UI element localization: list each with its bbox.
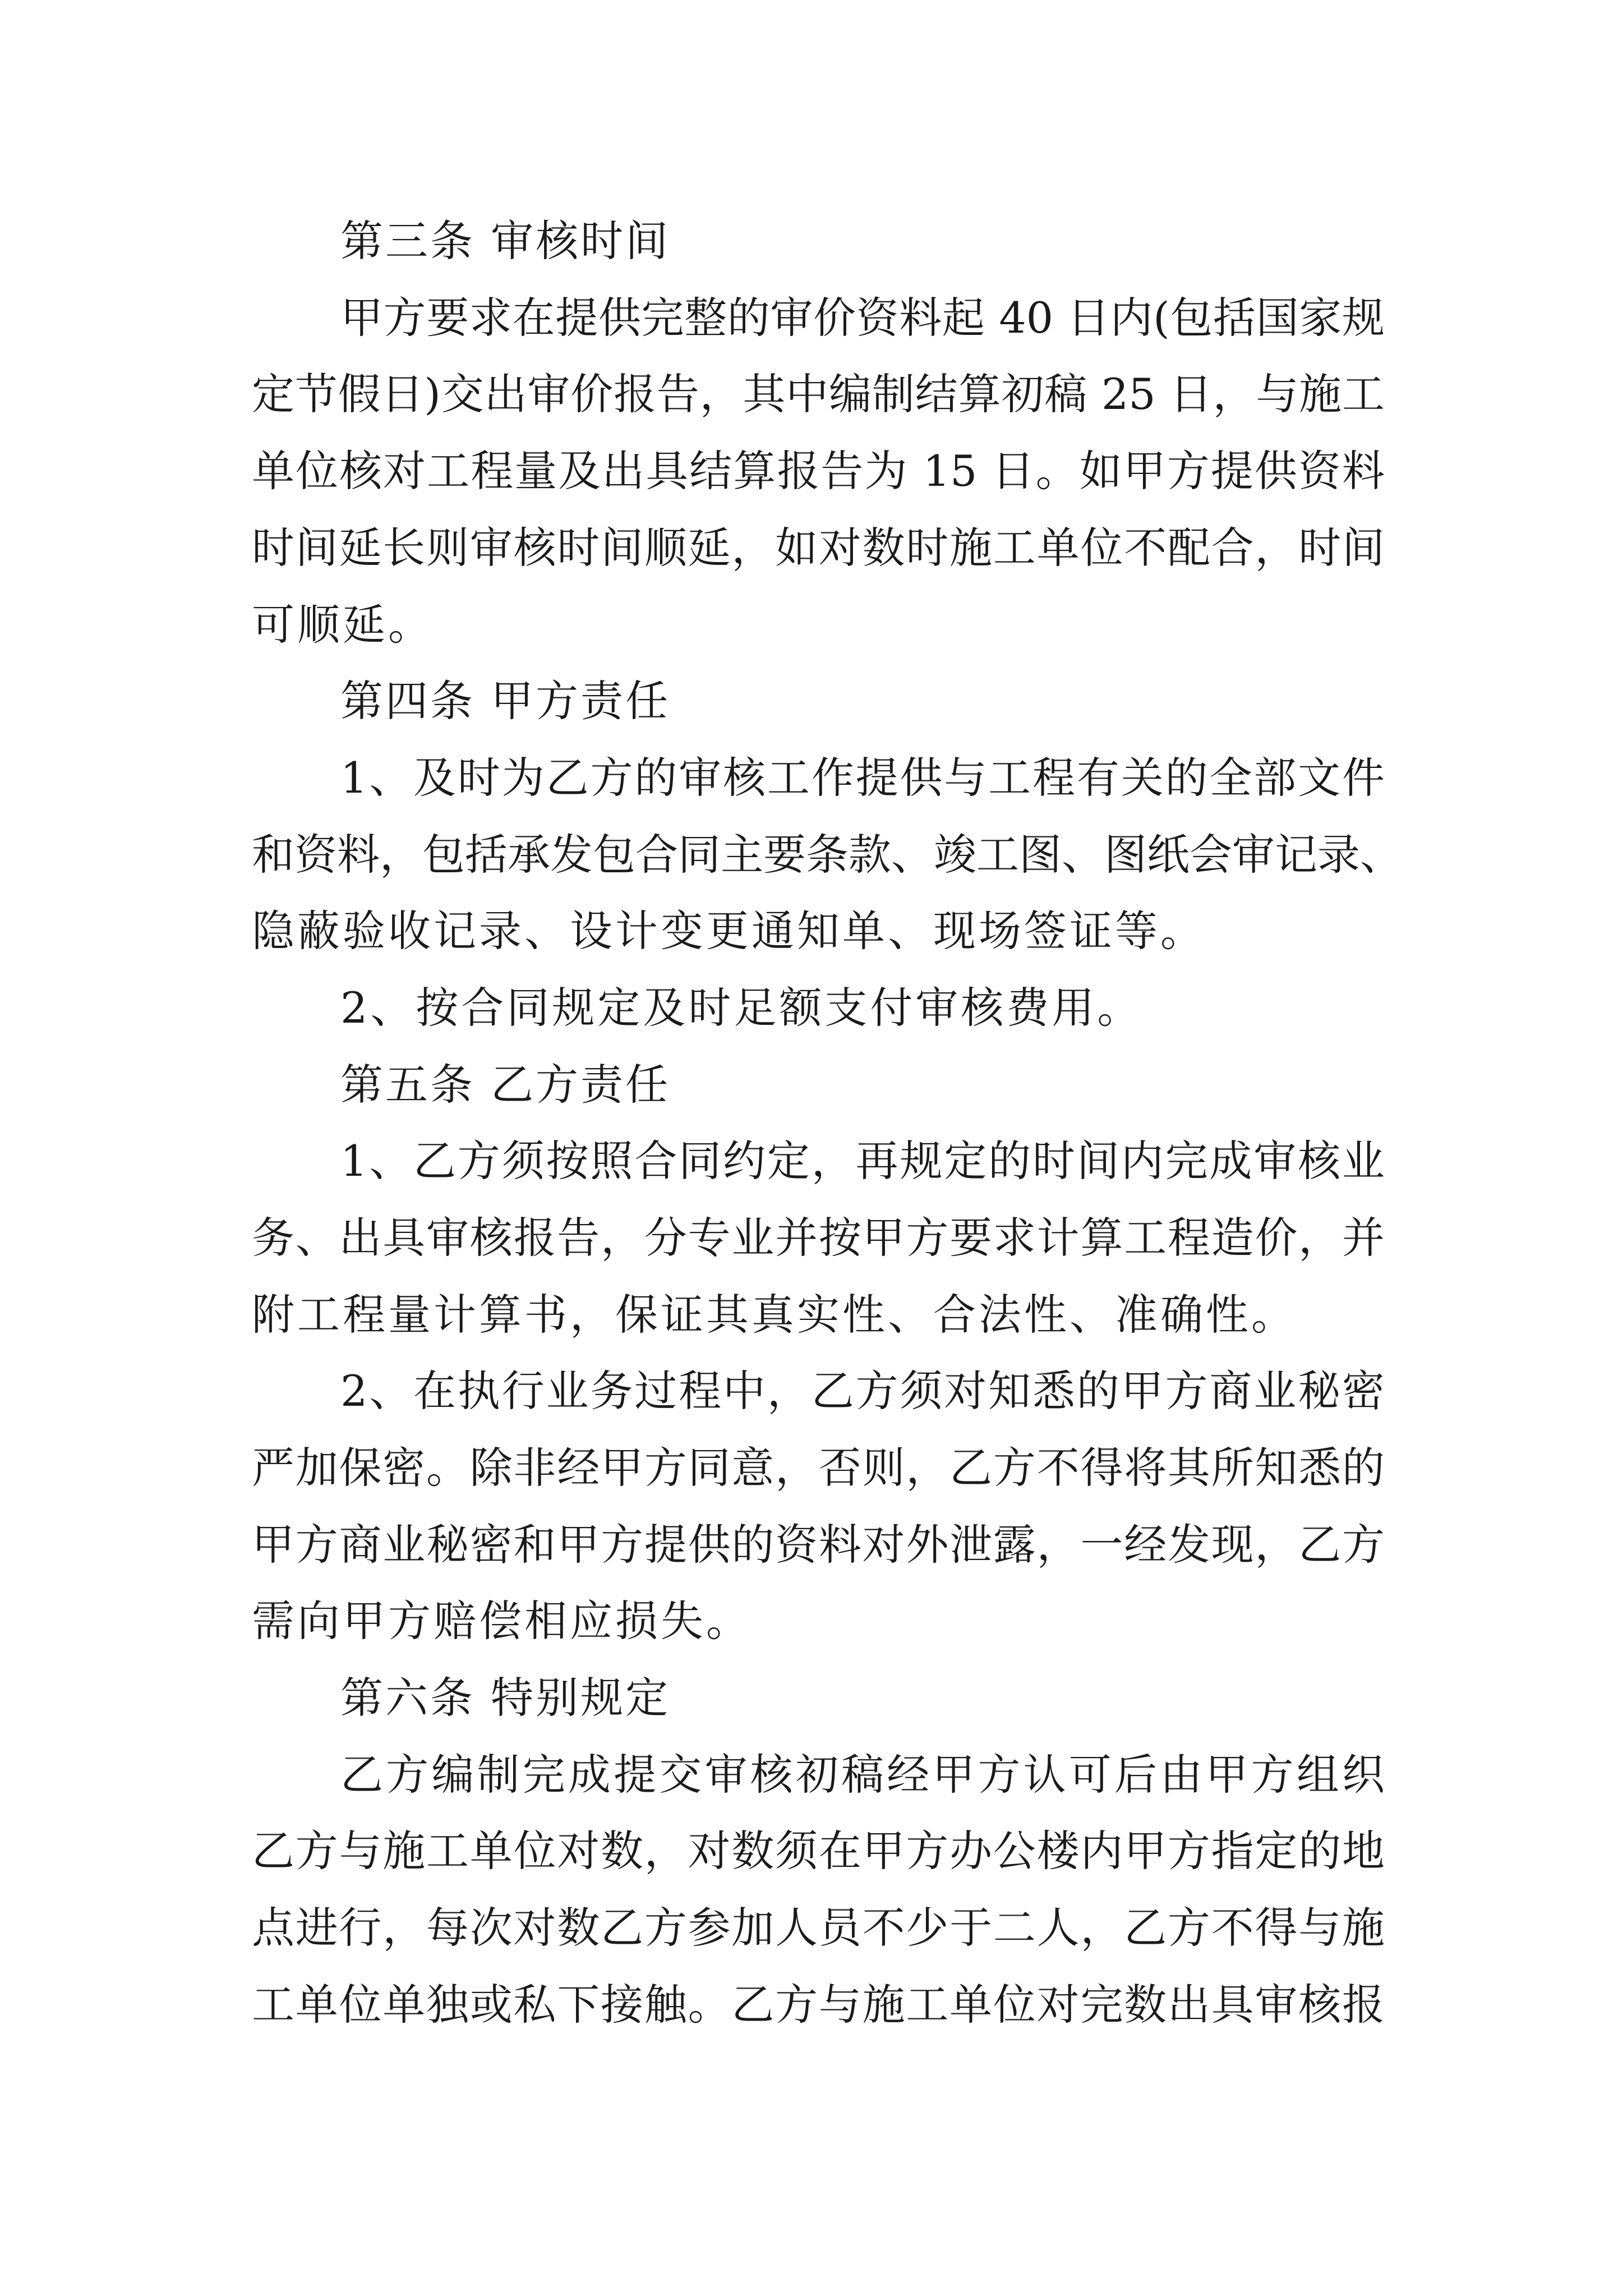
paragraph-line: 甲方商业秘密和甲方提供的资料对外泄露，一经发现，乙方 xyxy=(252,1520,1385,1570)
paragraph-line: 附工程量计算书，保证其真实性、合法性、准确性。 xyxy=(252,1290,1297,1340)
paragraph-line: 2、在执行业务过程中，乙方须对知悉的甲方商业秘密 xyxy=(340,1366,1385,1416)
paragraph-line: 点进行，每次对数乙方参加人员不少于二人，乙方不得与施 xyxy=(252,1903,1385,1953)
section-heading: 第五条 乙方责任 xyxy=(340,1060,671,1110)
paragraph-line: 严加保密。除非经甲方同意，否则，乙方不得将其所知悉的 xyxy=(252,1443,1385,1493)
paragraph-line: 工单位单独或私下接触。乙方与施工单位对完数出具审核报 xyxy=(252,1980,1385,2030)
paragraph-line: 1、乙方须按照合同约定，再规定的时间内完成审核业 xyxy=(340,1136,1385,1186)
paragraph-line: 务、出具审核报告，分专业并按甲方要求计算工程造价，并 xyxy=(252,1213,1385,1263)
paragraph-line: 隐蔽验收记录、设计变更通知单、现场签证等。 xyxy=(252,906,1206,956)
paragraph-line: 时间延长则审核时间顺延，如对数时施工单位不配合，时间 xyxy=(252,523,1385,573)
section-heading: 第三条 审核时间 xyxy=(340,216,671,266)
section-heading: 第六条 特别规定 xyxy=(340,1673,671,1723)
paragraph-line: 乙方编制完成提交审核初稿经甲方认可后由甲方组织 xyxy=(340,1750,1385,1800)
paragraph-line: 2、按合同规定及时足额支付审核费用。 xyxy=(340,983,1143,1033)
paragraph-line: 单位核对工程量及出具结算报告为 15 日。如甲方提供资料 xyxy=(252,446,1385,496)
paragraph-line: 乙方与施工单位对数，对数须在甲方办公楼内甲方指定的地 xyxy=(252,1826,1385,1876)
paragraph-line: 和资料，包括承发包合同主要条款、竣工图、图纸会审记录、 xyxy=(252,830,1403,880)
paragraph-line: 1、及时为乙方的审核工作提供与工程有关的全部文件 xyxy=(340,753,1385,803)
section-heading: 第四条 甲方责任 xyxy=(340,676,671,726)
paragraph-line: 可顺延。 xyxy=(252,600,434,650)
paragraph-line: 定节假日)交出审价报告，其中编制结算初稿 25 日，与施工 xyxy=(252,369,1385,419)
paragraph-line: 甲方要求在提供完整的审价资料起 40 日内(包括国家规 xyxy=(340,293,1385,343)
paragraph-line: 需向甲方赔偿相应损失。 xyxy=(252,1596,751,1646)
